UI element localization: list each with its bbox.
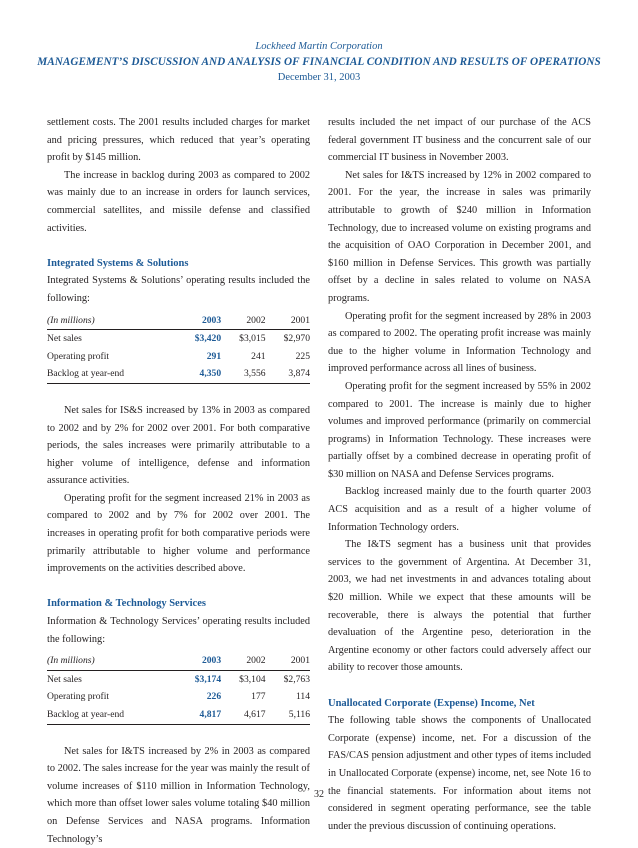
table-cell: 4,350	[177, 365, 221, 383]
table-cell: $3,104	[239, 673, 266, 685]
paragraph: Operating profit for the segment increased by 55% in 2002 compared to 2001. The increase is mainly due to higher volumes and improved performance (primarily on commercial programs) in Information Technology. These increases were partially offset by a combined decrease in operating profit of $30 million on NASA and Defense Services programs.	[328, 380, 591, 480]
table-cell: 241	[251, 350, 266, 362]
table-header-cell: 2002	[221, 652, 265, 670]
its-results-table	[47, 652, 310, 724]
table-cell: 3,556	[221, 365, 265, 383]
table-cell: 177	[251, 691, 266, 703]
row-label: Operating profit	[47, 350, 110, 362]
table-cell: 3,874	[266, 365, 310, 383]
section-heading-unallocated: Unallocated Corporate (Expense) Income, Net	[328, 697, 535, 709]
paragraph: Operating profit for the segment increased by 28% in 2003 as compared to 2002. The operating profit increase was mainly due to the higher volume in Information Technology and improved performance across all lines of business.	[328, 310, 591, 375]
report-title: MANAGEMENT’S DISCUSSION AND ANALYSIS OF FINANCIAL CONDITION AND RESULTS OF OPERATIONS	[37, 56, 601, 68]
table-row	[47, 348, 310, 366]
row-label: Net sales	[47, 333, 82, 345]
table-cell: 114	[295, 691, 310, 703]
table-cell: 4,817	[177, 706, 221, 724]
table-header-cell: 2001	[266, 652, 310, 670]
section-heading-its: Information & Technology Services	[47, 598, 206, 610]
paragraph: Net sales for I&TS increased by 12% in 2002 compared to 2001. For the year, the increase in sales was primarily attributable to growth of $240 million in Information Technology, due to increased volume on existing programs and the acquisition of OAO Corporation in December 2001, and $160 million in Defense Services. This growth was partially offset by a decline in sales related to volume on NASA programs.	[328, 169, 591, 304]
row-label: Backlog at year-end	[47, 706, 177, 724]
table-cell: 291	[206, 350, 222, 362]
table-row	[47, 670, 310, 688]
table-cell: 5,116	[266, 706, 310, 724]
paragraph: Net sales for IS&S increased by 13% in 2003 as compared to 2002 and by 2% for 2002 over 2001. For both comparative periods, the sales increases were primarily attributable to a higher volume of intelligence, defense and information assurance activities.	[47, 404, 310, 487]
iss-results-table	[47, 312, 310, 384]
table-row	[47, 706, 310, 724]
row-label: Net sales	[47, 673, 82, 685]
paragraph: settlement costs. The 2001 results included charges for market and pricing pressures, which reduced that year’s operating profit by $145 million.	[47, 117, 310, 164]
paragraph: The following table shows the components of Unallocated Corporate (expense) income, net. For a discussion of the FAS/CAS pension adjustment and other types of items included in Unallocated Corporate (expense) income, net, see Note 16 to the financial statements. For information about items not considered in segment operating performance, see the table under the previous discussion of continuing operations.	[328, 715, 591, 832]
paragraph: Integrated Systems & Solutions’ operating results included the following:	[47, 275, 310, 304]
paragraph: Backlog increased mainly due to the fourth quarter 2003 ACS acquisition and as a result of a higher volume of Information Technology orders.	[328, 486, 591, 533]
table-header-cell: (In millions)	[47, 652, 177, 670]
table-header-cell: 2002	[221, 312, 265, 330]
paragraph: The increase in backlog during 2003 as compared to 2002 was mainly due to an increase in orders for launch services, commercial satellites, and missile defense and classified activities.	[47, 169, 310, 234]
row-label: Backlog at year-end	[47, 365, 177, 383]
page-number: 32	[314, 789, 324, 800]
left-column	[47, 114, 310, 848]
page-header	[0, 40, 638, 84]
table-header-cell: (In millions)	[47, 312, 177, 330]
table-header-row	[47, 652, 310, 670]
table-cell: $3,015	[239, 333, 266, 345]
table-row	[47, 365, 310, 383]
paragraph: results included the net impact of our purchase of the ACS federal government IT business and the concurrent sale of our commercial IT business in November 2003.	[328, 117, 591, 164]
table-cell: $3,174	[194, 673, 222, 685]
row-label: Operating profit	[47, 691, 110, 703]
table-header-cell: 2003	[177, 312, 221, 330]
table-row	[47, 688, 310, 706]
report-date: December 31, 2003	[277, 72, 361, 83]
paragraph: Information & Technology Services’ operating results included the following:	[47, 616, 310, 645]
table-cell: 226	[206, 691, 222, 703]
table-cell: 225	[295, 350, 310, 362]
section-heading-iss: Integrated Systems & Solutions	[47, 257, 189, 269]
table-header-row	[47, 312, 310, 330]
table-cell: 4,617	[221, 706, 265, 724]
paragraph: The I&TS segment has a business unit that provides services to the government of Argentina. At December 31, 2003, we had net investments in and advances totaling about $20 million. While we expect that these amounts will be recoverable, there is always the potential that further devaluation of the Argentine peso, deterioration in the Argentine economy or other factors could adversely affect our ability to recover those amounts.	[328, 539, 591, 674]
table-cell: $2,970	[283, 333, 310, 345]
table-header-cell: 2001	[266, 312, 310, 330]
table-cell: $3,420	[194, 333, 222, 345]
paragraph: Operating profit for the segment increased 21% in 2003 as compared to 2002 and by 7% for 2002 over 2001. The increases in operating profit for both comparative periods were primarily attributable to higher volume and performance improvements on the activities described above.	[47, 492, 310, 575]
right-column	[328, 114, 591, 835]
table-header-cell: 2003	[177, 652, 221, 670]
table-row	[47, 330, 310, 348]
table-cell: $2,763	[283, 673, 310, 685]
paragraph: Net sales for I&TS increased by 2% in 2003 as compared to 2002. The sales increase for the year was mainly the result of volume increases of $110 million in Information Technology, which more than offset lower sales volume totaling $40 million on Defense Services and NASA programs. Information Technology’s	[47, 745, 310, 845]
company-name: Lockheed Martin Corporation	[255, 41, 383, 52]
